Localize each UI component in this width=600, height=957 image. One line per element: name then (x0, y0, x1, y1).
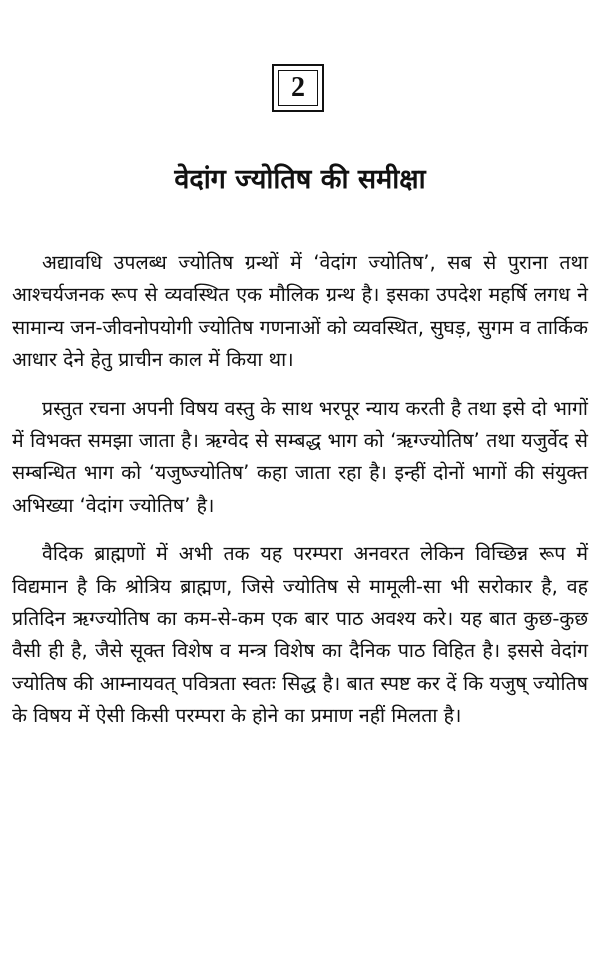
chapter-number-box (272, 64, 324, 112)
paragraph-3: वैदिक ब्राह्मणों में अभी तक यह परम्परा अनवरत लेकिन विच्छिन्न रूप में विद्यमान है कि श्रोत्रिय ब्राह्मण, जिसे ज्योतिष से मामूली-सा भी सरोकार है, वह प्रतिदिन ऋग्ज्योतिष का कम-से-कम एक बार पाठ अवश्य करे। यह बात कुछ-कुछ वैसी ही है, जैसे सूक्त विशेष व मन्त्र विशेष का दैनिक पाठ विहित है। इससे वेदांग ज्योतिष की आम्नायवत् पवित्रता स्वतः सिद्ध है। बात स्पष्ट कर दें कि यजुष् ज्योतिष के विषय में ऐसी किसी परम्परा के होने का प्रमाण नहीं मिलता है। (12, 542, 588, 728)
chapter-number: 2 (291, 72, 305, 103)
body-text (12, 247, 588, 733)
chapter-title: वेदांग ज्योतिष की समीक्षा (174, 164, 426, 195)
paragraph-2: प्रस्तुत रचना अपनी विषय वस्तु के साथ भरपूर न्याय करती है तथा इसे दो भागों में विभक्त समझा जाता है। ऋग्वेद से सम्बद्ध भाग को ‘ऋग्ज्योतिष’ तथा यजुर्वेद से सम्बन्धित भाग को ‘यजुष्ज्योतिष’ कहा जाता रहा है। इन्हीं दोनों भागों की संयुक्त अभिख्या ‘वेदांग ज्योतिष’ है। (12, 396, 588, 517)
paragraph-1: अद्यावधि उपलब्ध ज्योतिष ग्रन्थों में ‘वेदांग ज्योतिष’, सब से पुराना तथा आश्चर्यजनक रूप से व्यवस्थित एक मौलिक ग्रन्थ है। इसका उपदेश महर्षि लगध ने सामान्य जन-जीवनोपयोगी ज्योतिष गणनाओं को व्यवस्थित, सुघड़, सुगम व तार्किक आधार देने हेतु प्राचीन काल में किया था। (12, 251, 588, 372)
